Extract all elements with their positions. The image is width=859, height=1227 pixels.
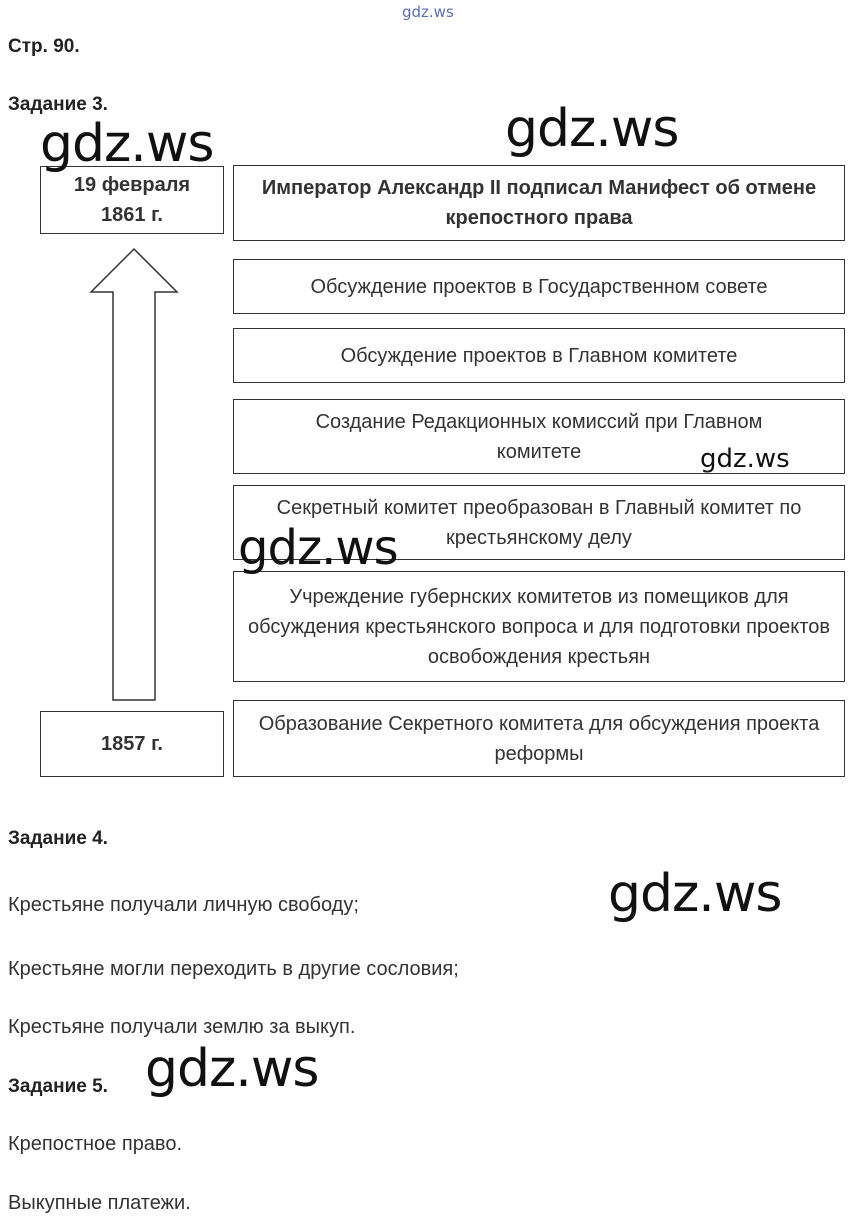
watermark-6: gdz.ws — [145, 1039, 319, 1099]
watermark-5: gdz.ws — [608, 864, 782, 924]
step-text-6: Учреждение губернских комитетов из помещиков для обсуждения крестьянского вопроса и для подготовки проектов освобождения крестьян — [248, 585, 830, 668]
step-text-7: Образование Секретного комитета для обсуждения проекта реформы — [258, 712, 820, 765]
step-box-6 — [233, 571, 845, 682]
watermark-2: gdz.ws — [505, 99, 679, 159]
step-text-3: Обсуждение проектов в Главном комитете — [340, 344, 738, 367]
timeline-up-arrow-icon — [88, 247, 180, 703]
step-box-7 — [233, 700, 845, 777]
task4-line-3: Крестьяне получали землю за выкуп. — [8, 1016, 356, 1038]
task3-title: Задание 3. — [8, 94, 108, 115]
step-text-4: Создание Редакционных комиссий при Главном комитете — [315, 410, 763, 463]
date-box-bottom — [40, 711, 224, 777]
step-box-3 — [233, 328, 845, 383]
step-box-2 — [233, 259, 845, 314]
step-text-5: Секретный комитет преобразован в Главный комитет по крестьянскому делу — [276, 496, 802, 549]
task5-line-2: Выкупные платежи. — [8, 1192, 191, 1214]
watermark-3: gdz.ws — [700, 444, 790, 474]
task4-line-2: Крестьяне могли переходить в другие сословия; — [8, 958, 459, 980]
task5-line-1: Крепостное право. — [8, 1133, 183, 1155]
watermark-1: gdz.ws — [40, 114, 214, 174]
date-top-label: 19 февраля 1861 г. — [73, 174, 191, 226]
page-reference: Стр. 90. — [8, 36, 80, 57]
date-box-top — [40, 166, 224, 234]
step-text-2: Обсуждение проектов в Государственном совете — [310, 275, 768, 298]
top-watermark: gdz.ws — [402, 3, 454, 21]
step-box-1 — [233, 165, 845, 241]
task4-line-1: Крестьяне получали личную свободу; — [8, 894, 359, 916]
watermark-4: gdz.ws — [238, 520, 398, 576]
date-bottom-label: 1857 г. — [101, 733, 163, 755]
step-text-1: Император Александр II подписал Манифест об отмене крепостного права — [261, 177, 817, 229]
task4-title: Задание 4. — [8, 828, 108, 849]
task5-title: Задание 5. — [8, 1076, 108, 1097]
